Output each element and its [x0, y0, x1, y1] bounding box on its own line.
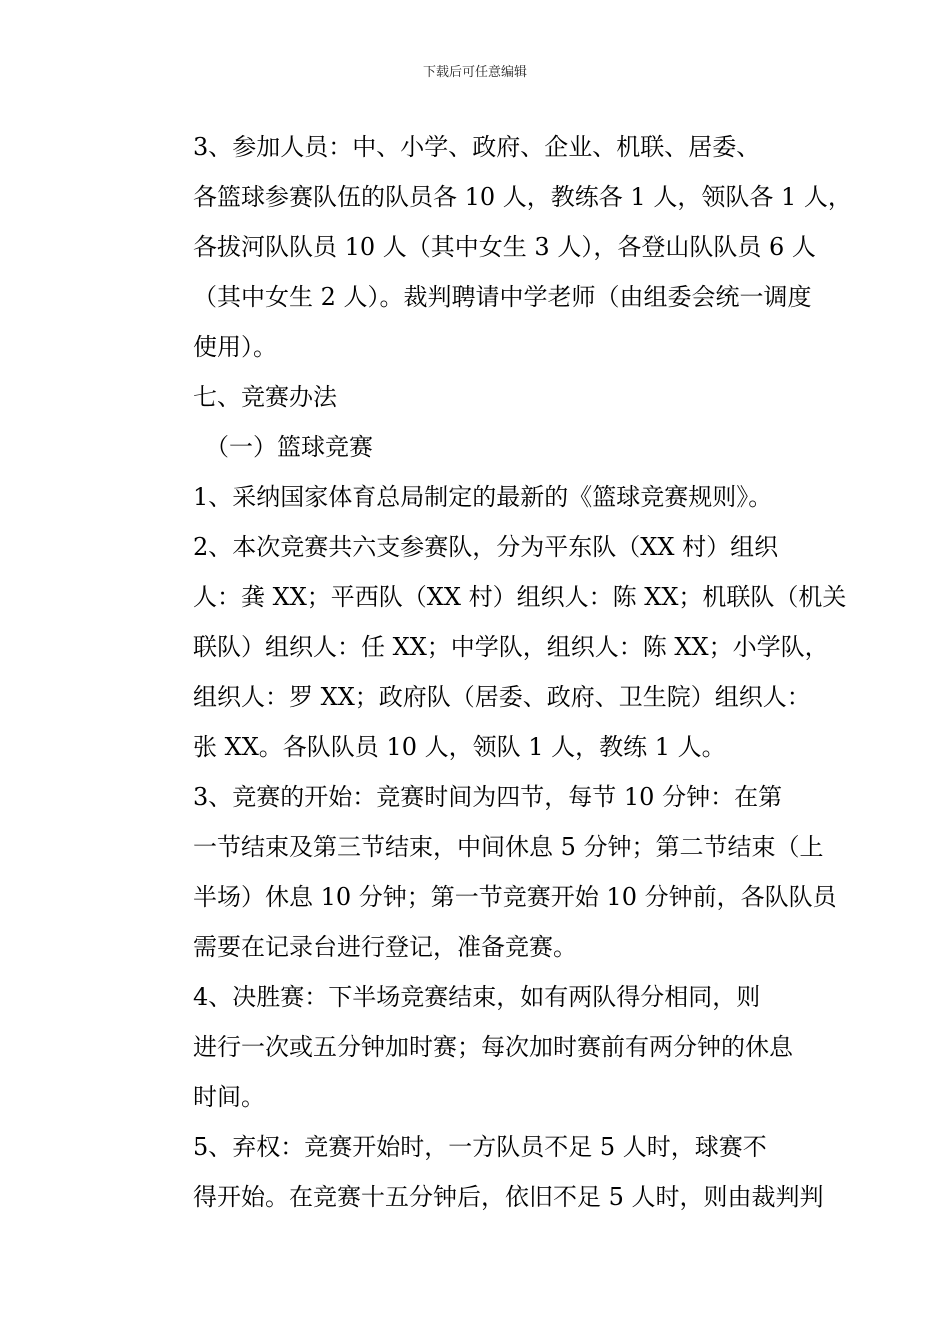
text-line: 使用）。: [193, 333, 277, 361]
text-line: 4、决胜赛：下半场竞赛结束，如有两队得分相同，则: [193, 983, 761, 1011]
text-line: 时间。: [193, 1083, 265, 1111]
text-line: 七、竞赛办法: [193, 383, 337, 411]
page-header: 下载后可任意编辑: [422, 65, 527, 80]
text-line: 人：龚 XX；平西队（XX 村）组织人：陈 XX；机联队（机关: [193, 583, 847, 611]
text-line: 3、参加人员：中、小学、政府、企业、机联、居委、: [193, 133, 761, 161]
text-line: 进行一次或五分钟加时赛；每次加时赛前有两分钟的休息: [193, 1033, 793, 1061]
text-line: 需要在记录台进行登记，准备竞赛。: [193, 933, 577, 961]
section-heading-competition-rules: [145, 372, 810, 422]
paragraph-rule-2-teams: [145, 522, 847, 772]
text-line: （一）篮球竞赛: [205, 433, 373, 461]
text-line: 2、本次竞赛共六支参赛队，分为平东队（XX 村）组织: [193, 533, 779, 561]
text-line: 组织人：罗 XX；政府队（居委、政府、卫生院）组织人：: [193, 683, 811, 711]
text-line: 3、竞赛的开始：竞赛时间为四节，每节 10 分钟：在第: [193, 783, 783, 811]
paragraph-rule-3-start: [145, 772, 837, 972]
paragraph-rule-4-overtime: [145, 972, 810, 1122]
subsection-heading-basketball: [145, 422, 810, 472]
paragraph-rule-1: [145, 472, 810, 522]
paragraph-rule-5-forfeit: [145, 1122, 824, 1222]
text-line: 各拔河队队员 10 人（其中女生 3 人），各登山队队员 6 人: [193, 233, 816, 261]
text-line: 1、采纳国家体育总局制定的最新的《篮球竞赛规则》。: [193, 483, 773, 511]
text-line: 得开始。在竞赛十五分钟后，依旧不足 5 人时，则由裁判判: [193, 1183, 824, 1211]
text-line: （其中女生 2 人）。裁判聘请中学老师（由组委会统一调度: [193, 283, 812, 311]
text-line: 张 XX。各队队员 10 人，领队 1 人，教练 1 人。: [193, 733, 726, 761]
document-body: [145, 122, 852, 1222]
text-line: 一节结束及第三节结束，中间休息 5 分钟；第二节结束（上: [193, 833, 824, 861]
text-line: 5、弃权：竞赛开始时，一方队员不足 5 人时，球赛不: [193, 1133, 767, 1161]
text-line: 联队）组织人：任 XX；中学队，组织人：陈 XX；小学队，: [193, 633, 829, 661]
text-line: 各篮球参赛队伍的队员各 10 人，教练各 1 人，领队各 1 人，: [193, 183, 852, 211]
paragraph-participants: [145, 122, 852, 372]
text-line: 半场）休息 10 分钟；第一节竞赛开始 10 分钟前，各队队员: [193, 883, 837, 911]
